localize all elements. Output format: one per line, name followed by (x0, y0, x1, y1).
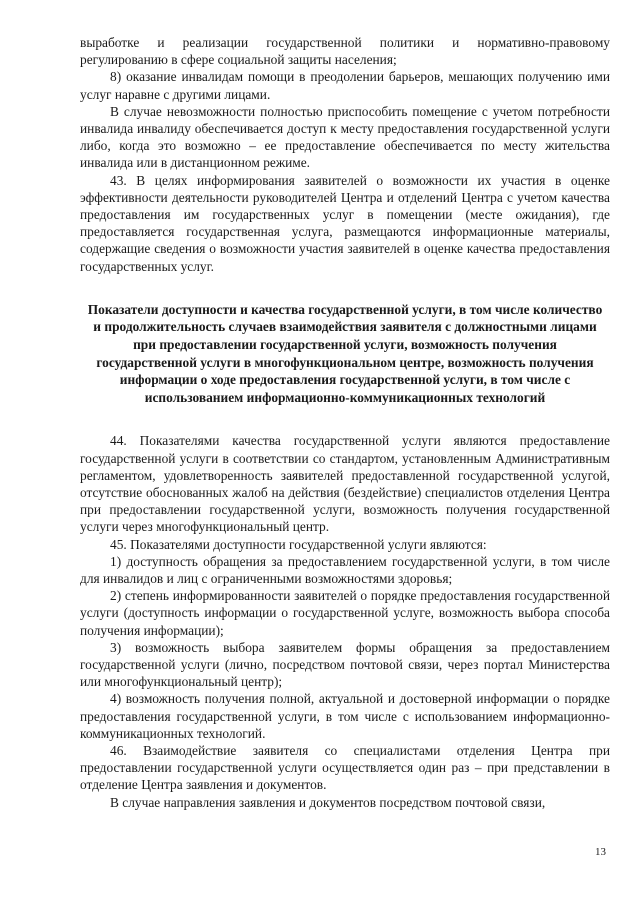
paragraph: В случае направления заявления и документов посредством почтовой связи, (110, 794, 546, 810)
paragraph: 4) возможность получения полной, актуальной и достоверной информации о порядке предоставления государственной услуги, в том числе с использованием информационно-коммуникационных технологий. (80, 691, 610, 741)
paragraph: 45. Показателями доступности государственной услуги являются: (110, 536, 487, 552)
paragraph: 8) оказание инвалидам помощи в преодолении барьеров, мешающих получению ими услуг наравне с другими лицами. (80, 69, 610, 102)
paragraph: выработке и реализации государственной политики и нормативно-правовому регулированию в сфере социальной защиты населения; (80, 35, 610, 68)
paragraph: 2) степень информированности заявителей о порядке предоставления государственной услуги (доступность информации о государственной услуге, возможность выбора способа получения информации); (80, 588, 610, 638)
text-block-bottom (80, 432, 610, 810)
page-number: 13 (595, 846, 606, 858)
text-block-top (80, 34, 610, 275)
paragraph: 46. Взаимодействие заявителя со специалистами отделения Центра при предоставлении государственной услуги осуществляется один раз – при представлении в отделение Центра заявления и документов. (80, 743, 610, 793)
document-page (80, 34, 610, 811)
paragraph: 3) возможность выбора заявителем формы обращения за предоставлением государственной услуги (лично, посредством почтовой связи, через портал Министерства или многофункциональный центр); (80, 639, 610, 690)
paragraph: 44. Показателями качества государственной услуги являются предоставление государственной услуги в соответствии со стандартом, установленным Административным регламентом, удовлетворенность заявителей предоставленной государственной услугой, отсутствие обоснованных жалоб на действия (бездействие) специалистов отделения Центра при предоставлении государственной услуги, возможность получения государственной услуги через многофункциональный центр. (80, 433, 610, 535)
paragraph: 1) доступность обращения за предоставлением государственной услуги, в том числе для инвалидов и лиц с ограниченными возможностями здоровья; (80, 553, 610, 587)
paragraph: 43. В целях информирования заявителей о возможности их участия в оценке эффективности деятельности руководителей Центра и отделений Центра с учетом качества предоставления им государственных услуг в помещении (месте ожидания), где предоставляется государственная услуга, размещаются информационные материалы, содержащие сведения о возможности участия заявителей в оценке качества предоставления государственных услуг. (80, 172, 610, 274)
section-heading: Показатели доступности и качества государственной услуги, в том числе количество и продолжительность случаев взаимодействия заявителя с должностными лицами при предоставлении государственной услуги, возможность получения государственной услуги в многофункциональном центре, возможность получения информации о ходе предоставления государственной услуги, в том числе с использованием информационно-коммуникационных технологий (87, 301, 603, 405)
paragraph: В случае невозможности полностью приспособить помещение с учетом потребности инвалида инвалиду обеспечивается доступ к месту предоставления государственной услуги либо, когда это возможно – ее предоставление обеспечивается по месту жительства инвалида или в дистанционном режиме. (80, 103, 610, 171)
